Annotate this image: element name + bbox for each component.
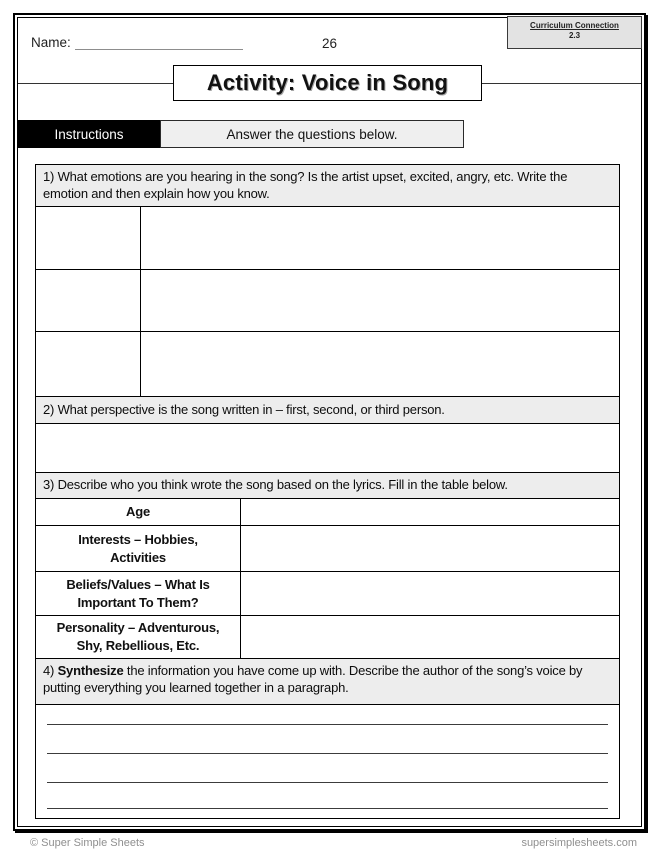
- question-1-prompt: 1) What emotions are you hearing in the song? Is the artist upset, excited, angry, etc. Write the emotion and then explain how you know.: [36, 165, 619, 207]
- q2-answer-box[interactable]: [36, 424, 619, 473]
- q1-emotion-cell-2[interactable]: [36, 270, 141, 331]
- instructions-label: Instructions: [18, 120, 160, 148]
- instructions-bar: [18, 120, 464, 148]
- q1-explanation-cell-1[interactable]: [141, 207, 619, 269]
- q4-answer-area[interactable]: [36, 705, 619, 818]
- worksheet-page: [13, 13, 646, 831]
- q3-answer-interests[interactable]: [241, 526, 619, 571]
- q1-explanation-cell-3[interactable]: [141, 332, 619, 396]
- q1-emotion-cell-1[interactable]: [36, 207, 141, 269]
- question-2-prompt: 2) What perspective is the song written in – first, second, or third person.: [36, 397, 619, 424]
- q3-label-personality: Personality – Adventurous, Shy, Rebellious, Etc.: [36, 616, 241, 658]
- q3-answer-beliefs[interactable]: [241, 572, 619, 615]
- question-4-prompt: 4) Synthesize the information you have come up with. Describe the author of the song’s voice by putting everything you learned together in a paragraph.: [36, 659, 619, 705]
- q1-row-3: [36, 332, 619, 397]
- q1-row-2: [36, 270, 619, 332]
- q3-row-personality: [36, 616, 619, 659]
- writing-line-2[interactable]: [47, 725, 608, 754]
- curriculum-connection-title: Curriculum Connection: [530, 21, 619, 30]
- q3-label-interests: Interests – Hobbies, Activities: [36, 526, 241, 571]
- worksheet-inner-border: [17, 17, 642, 827]
- q3-label-age: Age: [36, 499, 241, 525]
- q3-row-interests: [36, 526, 619, 572]
- footer-website: supersimplesheets.com: [521, 837, 637, 849]
- writing-line-1[interactable]: [47, 705, 608, 725]
- q1-explanation-cell-2[interactable]: [141, 270, 619, 331]
- q3-row-age: [36, 499, 619, 526]
- writing-line-4[interactable]: [47, 783, 608, 809]
- worksheet-body: [35, 164, 620, 819]
- q3-label-beliefs: Beliefs/Values – What Is Important To Them?: [36, 572, 241, 615]
- writing-line-3[interactable]: [47, 754, 608, 783]
- q1-row-1: [36, 207, 619, 270]
- page-title: Activity: Voice in Song: [173, 65, 482, 101]
- curriculum-connection-box: [507, 16, 642, 49]
- q4-bold-word: Synthesize: [57, 663, 124, 678]
- q3-answer-age[interactable]: [241, 499, 619, 525]
- q3-row-beliefs: [36, 572, 619, 616]
- footer-copyright: © Super Simple Sheets: [30, 837, 145, 849]
- q3-answer-personality[interactable]: [241, 616, 619, 658]
- name-label: Name:: [31, 35, 71, 50]
- q1-emotion-cell-3[interactable]: [36, 332, 141, 396]
- page-number: 26: [321, 36, 338, 51]
- curriculum-connection-code: 2.3: [568, 31, 581, 40]
- instructions-text: Answer the questions below.: [160, 120, 464, 148]
- question-3-prompt: 3) Describe who you think wrote the song based on the lyrics. Fill in the table below.: [36, 473, 619, 499]
